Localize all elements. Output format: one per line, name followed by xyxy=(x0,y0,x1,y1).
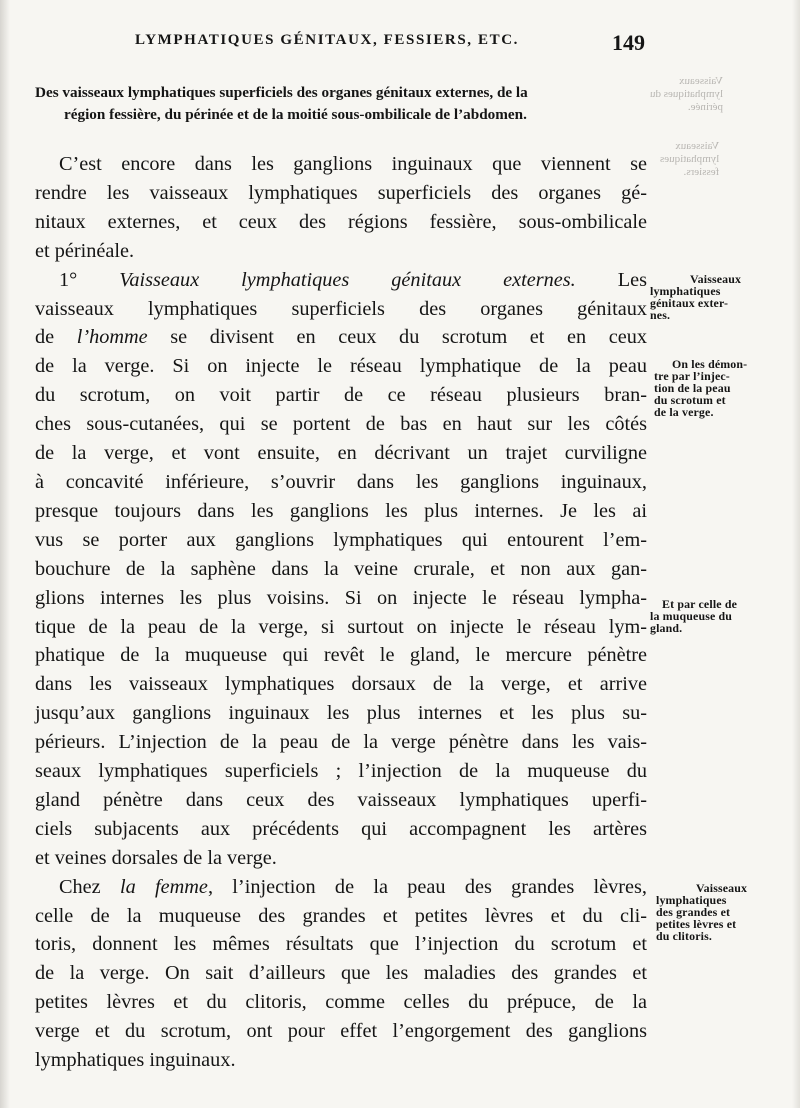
margin-note-line: lymphatiques xyxy=(650,284,721,298)
text-line xyxy=(35,266,647,295)
margin-note xyxy=(650,598,737,634)
margin-note-line: génitaux exter- xyxy=(650,296,729,310)
text-line: de la verge, et vont ensuite, en décrivant un trajet curviligne xyxy=(35,442,647,465)
text-fragment: Les xyxy=(575,268,647,291)
text-fragment: Chez xyxy=(59,875,120,898)
text-line: toris, donnent les mêmes résultats que l’injection du scrotum et xyxy=(35,933,647,956)
text-line: nitaux externes, et ceux des régions fessière, sous-ombilicale xyxy=(35,210,647,233)
text-line: rendre les vaisseaux lymphatiques superficiels des organes gé- xyxy=(35,181,647,204)
text-line: jusqu’aux ganglions inguinaux les plus internes et les plus su- xyxy=(35,702,647,725)
section-summary xyxy=(35,82,645,126)
text-line: verge et du scrotum, ont pour effet l’engorgement des ganglions xyxy=(35,1020,647,1043)
text-line: lymphatiques inguinaux. xyxy=(35,1049,236,1072)
paragraph xyxy=(35,150,647,266)
text-line: périeurs. L’injection de la peau de la verge pénètre dans les vais- xyxy=(35,731,647,754)
margin-note xyxy=(650,273,741,321)
margin-note-line: petites lèvres et xyxy=(656,917,737,931)
page-header xyxy=(135,32,645,60)
margin-note-line: tion de la peau xyxy=(654,381,731,395)
text-line: à concavité inférieure, s’ouvrir dans les ganglions inguinaux, xyxy=(35,470,647,493)
summary-line: Des vaisseaux lymphatiques superficiels des organes génitaux externes, de la xyxy=(35,84,528,101)
section-number: 1° xyxy=(59,268,120,291)
margin-note-line: lymphatiques xyxy=(656,893,727,907)
summary-line: région fessière, du périnée et de la moitié sous-ombilicale de l’abdomen. xyxy=(64,106,527,123)
margin-note-line: On les démon- xyxy=(672,357,748,371)
text-line: dans les vaisseaux lymphatiques dorsaux de la verge, et arrive xyxy=(35,673,647,696)
body-text xyxy=(35,150,647,1075)
paragraph xyxy=(35,873,647,1075)
text-line: seaux lymphatiques superficiels ; l’injection de la muqueuse du xyxy=(35,760,647,783)
margin-note-line: la muqueuse du xyxy=(650,609,733,623)
text-line: bouchure de la saphène dans la veine crurale, et non aux gan- xyxy=(35,557,647,580)
margin-note-line: Vaisseaux xyxy=(696,881,748,895)
text-line: gland pénètre dans ceux des vaisseaux lymphatiques uperfi- xyxy=(35,788,647,811)
margin-note xyxy=(656,882,747,942)
page-edge-shadow xyxy=(0,0,10,1108)
italic-term: la femme xyxy=(119,875,208,898)
text-line: et périnéale. xyxy=(35,239,135,262)
section-title: Vaisseaux lymphatiques génitaux externes. xyxy=(119,268,576,291)
text-fragment: de xyxy=(35,326,77,349)
text-line: glions internes les plus voisins. Si on injecte le réseau lympha- xyxy=(35,586,647,609)
text-line: de la verge. Si on injecte le réseau lymphatique de la peau xyxy=(35,355,647,378)
bleed-through-text: Vaisseaux lymphatiques du périnée. xyxy=(650,75,724,113)
text-line xyxy=(35,873,647,902)
text-line xyxy=(35,323,647,352)
text-fragment: se divisent en ceux du scrotum et en ceux xyxy=(147,326,647,349)
text-line: petites lèvres et du clitoris, comme celles du prépuce, de la xyxy=(35,991,647,1014)
paragraph xyxy=(35,266,647,873)
text-line: du scrotum, on voit partir de ce réseau plusieurs bran- xyxy=(35,384,647,407)
text-line: celle de la muqueuse des grandes et petites lèvres et du cli- xyxy=(35,904,647,927)
text-line: ches sous-cutanées, qui se portent de bas en haut sur les côtés xyxy=(35,413,647,436)
text-line: vus se porter aux ganglions lymphatiques qui entourent l’em- xyxy=(35,528,647,551)
text-line: tique de la peau de la verge, si surtout on injecte le réseau lym- xyxy=(35,615,647,638)
text-line: et veines dorsales de la verge. xyxy=(35,846,277,869)
text-line: de la verge. On sait d’ailleurs que les maladies des grandes et xyxy=(35,962,647,985)
margin-note-line: nes. xyxy=(650,308,671,322)
running-title: LYMPHATIQUES GÉNITAUX, FESSIERS, ETC. xyxy=(135,32,519,48)
text-line: C’est encore dans les ganglions inguinaux que viennent se xyxy=(59,153,647,175)
margin-note-line: du scrotum et xyxy=(654,393,726,407)
text-fragment: , l’injection de la peau des grandes lèvres, xyxy=(207,875,647,898)
margin-note-line: des grandes et xyxy=(656,905,731,919)
italic-term: l’homme xyxy=(76,326,148,349)
page-number: 149 xyxy=(612,30,645,55)
margin-note-line: Et par celle de xyxy=(662,597,738,611)
text-line: presque toujours dans les ganglions les plus internes. Je les ai xyxy=(35,499,647,522)
margin-note-line: du clitoris. xyxy=(656,929,712,943)
margin-note xyxy=(654,358,747,418)
text-line: vaisseaux lymphatiques superficiels des organes génitaux xyxy=(35,297,647,320)
margin-note-line: de la verge. xyxy=(654,405,714,419)
text-line: phatique de la muqueuse qui revêt le gland, le mercure pénètre xyxy=(35,644,647,667)
margin-note-line: tre par l’injec- xyxy=(654,369,730,383)
page-edge-shadow-right xyxy=(792,0,800,1108)
bleed-through-text: Vaisseaux lymphatiques fessiers. xyxy=(660,140,720,178)
margin-note-line: gland. xyxy=(650,621,683,635)
margin-note-line: Vaisseaux xyxy=(690,272,742,286)
text-line: ciels subjacents aux précédents qui accompagnent les artères xyxy=(35,817,647,840)
